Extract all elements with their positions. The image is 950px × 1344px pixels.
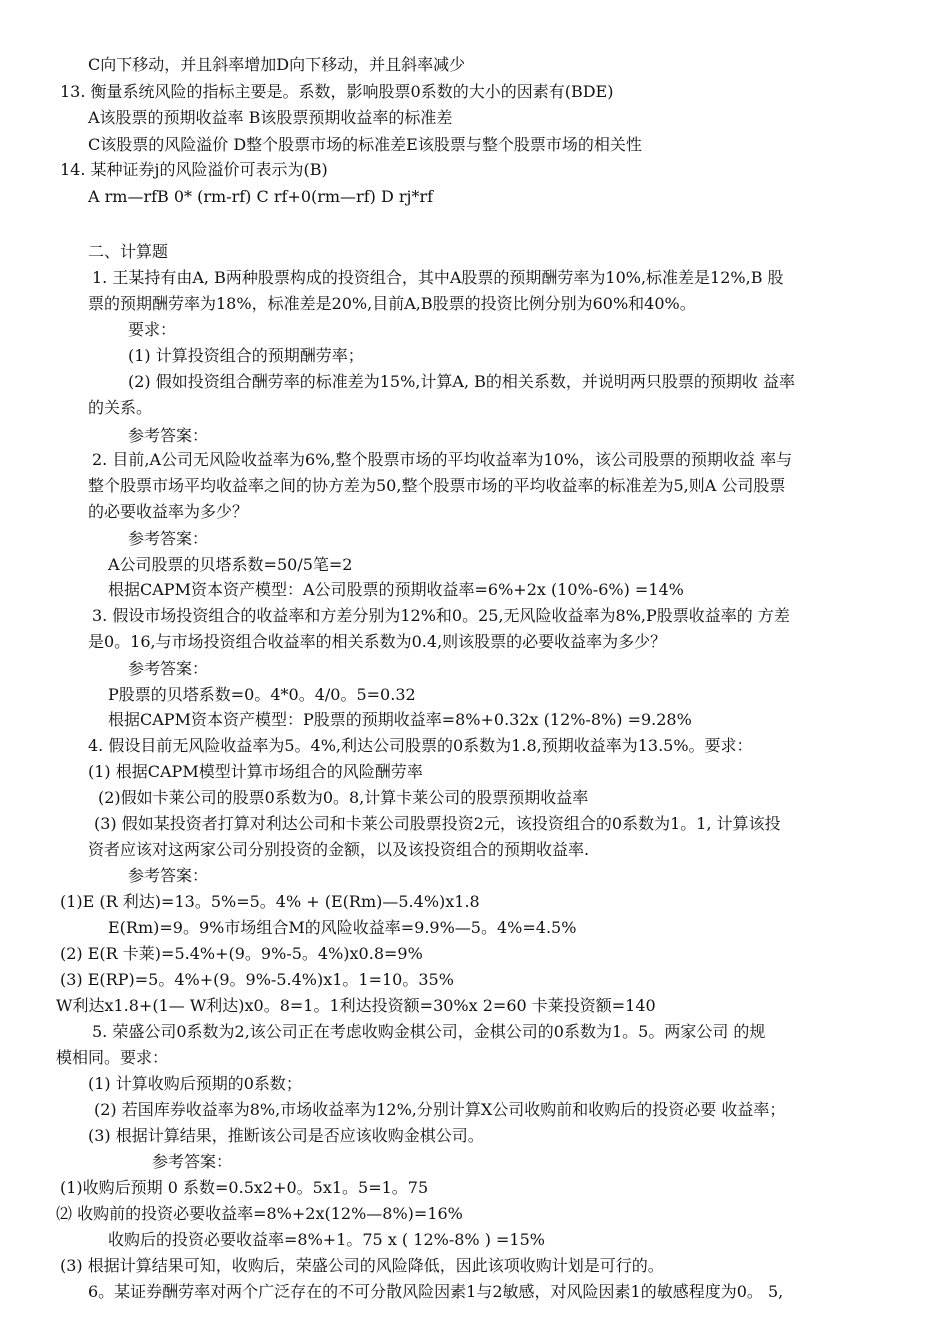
- text-line-30: 资者应该对这两家公司分别投资的金额，以及该投资组合的预期收益率.: [88, 840, 590, 859]
- text-line-11: (1) 计算投资组合的预期酬劳率；: [128, 346, 364, 365]
- text-line-27: (1) 根据CAPM模型计算市场组合的风险酬劳率: [88, 762, 423, 781]
- text-line-32: (1)E (R 利达)=13。5%=5。4% + (E(Rm)—5.4%)x1.8: [60, 892, 480, 911]
- question-14: 14. 某种证券j的风险溢价可表示为(B): [60, 160, 328, 179]
- problem-1: 1. 王某持有由A, B两种股票构成的投资组合，其中A股票的预期酬劳率为10%,标准差是12%,B 股: [92, 268, 784, 287]
- text-line-24: P股票的贝塔系数=0。4*0。4/0。5=0.32: [108, 685, 416, 704]
- problem-6: 6。某证券酬劳率对两个广泛存在的不可分散风险因素1与2敏感，对风险因素1的敏感程度为0。 5,: [88, 1282, 784, 1301]
- answer-label: 参考答案：: [128, 426, 209, 445]
- problem-3: 3. 假设市场投资组合的收益率和方差分别为12%和0。25,无风险收益率为8%,P股票收益率的 方差: [92, 606, 790, 625]
- problem-5: 5. 荣盛公司0系数为2,该公司正在考虑收购金棋公司，金棋公司的0系数为1。5。两家公司 的规: [92, 1022, 766, 1041]
- text-line-38: 模相同。要求：: [56, 1048, 169, 1067]
- text-line-16: 整个股票市场平均收益率之间的协方差为50,整个股票市场的平均收益率的标准差为5,则A 公司股票: [88, 476, 786, 495]
- text-line-29: (3) 假如某投资者打算对利达公司和卡莱公司股票投资2元，该投资组合的0系数为1。1, 计算该投: [94, 814, 781, 833]
- problem-4: 4. 假设目前无风险收益率为5。4%,利达公司股票的0系数为1.8,预期收益率为13.5%。要求：: [88, 736, 753, 755]
- text-line-25: 根据CAPM资本资产模型：P股票的预期收益率=8%+0.32x (12%-8%) =9.28%: [108, 710, 692, 729]
- text-line-43: (1)收购后预期 0 系数=0.5x2+0。5x1。5=1。75: [60, 1178, 429, 1197]
- text-line-46: (3) 根据计算结果可知，收购后，荣盛公司的风险降低，因此该项收购计划是可行的。: [60, 1256, 664, 1275]
- section-heading: 二、计算题: [88, 242, 169, 261]
- answer-label: 参考答案：: [152, 1152, 233, 1171]
- text-line-34: (2) E(R 卡莱)=5.4%+(9。9%-5。4%)x0.8=9%: [60, 944, 423, 963]
- text-line-10: 要求：: [128, 320, 177, 339]
- text-line-20: 根据CAPM资本资产模型：A公司股票的预期收益率=6%+2x (10%-6%) =14%: [108, 580, 684, 599]
- problem-2: 2. 目前,A公司无风险收益率为6%,整个股票市场的平均收益率为10%，该公司股票的预期收益 率与: [92, 450, 793, 469]
- text-line-40: (2) 若国库券收益率为8%,市场收益率为12%,分别计算X公司收购前和收购后的投资必要 收益率；: [94, 1100, 786, 1119]
- text-line-39: (1) 计算收购后预期的0系数；: [88, 1074, 302, 1093]
- text-line-3: A该股票的预期收益率 B该股票预期收益率的标准差: [88, 108, 453, 127]
- text-line-4: C该股票的风险溢价 D整个股票市场的标准差E该股票与整个股票市场的相关性: [88, 135, 642, 154]
- answer-label: 参考答案：: [128, 866, 209, 885]
- text-line-9: 票的预期酬劳率为18%，标准差是20%,目前A,B股票的投资比例分别为60%和40%。: [88, 294, 696, 313]
- text-line-28: (2)假如卡莱公司的股票0系数为0。8,计算卡莱公司的股票预期收益率: [98, 788, 589, 807]
- answer-label: 参考答案：: [128, 529, 209, 548]
- text-line-12: (2) 假如投资组合酬劳率的标准差为15%,计算A, B的相关系数，并说明两只股票的预期收 益率: [128, 372, 795, 391]
- text-line-41: (3) 根据计算结果，推断该公司是否应该收购金棋公司。: [88, 1126, 484, 1145]
- text-line-1: C向下移动，并且斜率增加D向下移动，并且斜率减少: [88, 55, 466, 74]
- text-line-35: (3) E(RP)=5。4%+(9。9%-5.4%)x1。1=10。35%: [60, 970, 454, 989]
- text-line-6: A rm—rfB 0* (rm-rf) C rf+0(rm—rf) D rj*rf: [88, 187, 434, 206]
- text-line-22: 是0。16,与市场投资组合收益率的相关系数为0.4,则该股票的必要收益率为多少？: [88, 632, 667, 651]
- answer-label: 参考答案：: [128, 659, 209, 678]
- text-line-17: 的必要收益率为多少？: [88, 502, 249, 521]
- text-line-19: A公司股票的贝塔系数=50/5笔=2: [108, 555, 353, 574]
- text-line-36: W利达x1.8+(1— W利达)x0。8=1。1利达投资额=30%x 2=60 卡莱投资额=140: [56, 996, 656, 1015]
- text-line-45: 收购后的投资必要收益率=8%+1。75 x ( 12%-8% ) =15%: [108, 1230, 545, 1249]
- text-line-33: E(Rm)=9。9%市场组合M的风险收益率=9.9%—5。4%=4.5%: [108, 918, 577, 937]
- text-line-44: ⑵ 收购前的投资必要收益率=8%+2x(12%—8%)=16%: [56, 1204, 463, 1223]
- text-line-13: 的关系。: [88, 398, 153, 417]
- question-13: 13. 衡量系统风险的指标主要是。系数，影响股票0系数的大小的因素有(BDE): [60, 82, 614, 101]
